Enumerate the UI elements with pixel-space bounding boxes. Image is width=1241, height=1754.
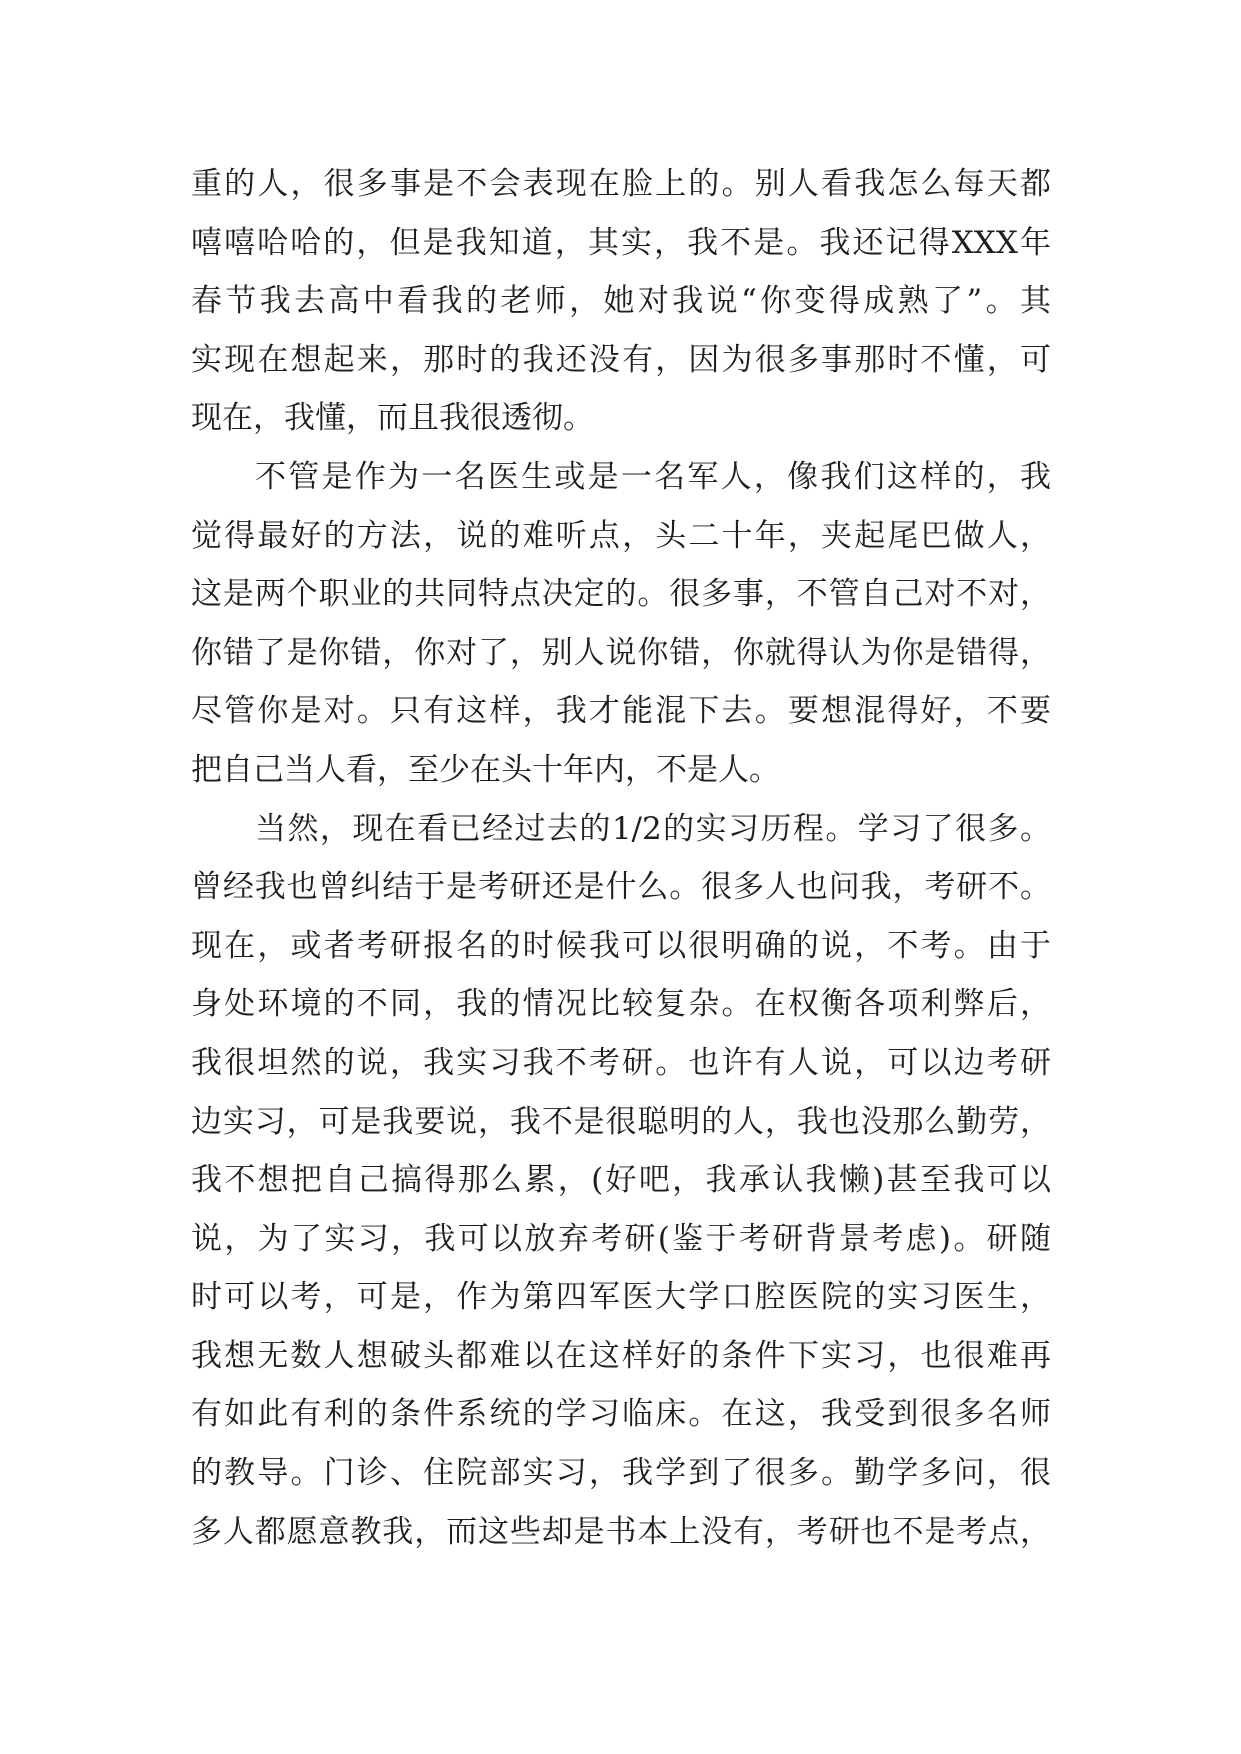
body-text bbox=[191, 155, 1051, 1561]
text-line: 春节我去高中看我的老师，她对我说“你变得成熟了”。其 bbox=[191, 283, 1051, 320]
text-line: 有如此有利的条件系统的学习临床。在这，我受到很多名师 bbox=[191, 1396, 1051, 1433]
text-line: 把自己当人看，至少在头十年内，不是人。 bbox=[191, 751, 780, 788]
text-line: 这是两个职业的共同特点决定的。很多事，不管自己对不对， bbox=[191, 576, 1051, 613]
text-line: 边实习，可是我要说，我不是很聪明的人，我也没那么勤劳， bbox=[191, 1103, 1051, 1140]
text-line: 我很坦然的说，我实习我不考研。也许有人说，可以边考研 bbox=[191, 1044, 1051, 1081]
text-line: 的教导。门诊、住院部实习，我学到了很多。勤学多问，很 bbox=[191, 1455, 1051, 1492]
text-line: 身处环境的不同，我的情况比较复杂。在权衡各项利弊后， bbox=[191, 986, 1051, 1023]
text-line: 时可以考，可是，作为第四军医大学口腔医院的实习医生， bbox=[191, 1279, 1051, 1316]
text-line: 现在，我懂，而且我很透彻。 bbox=[191, 400, 594, 437]
text-line: 多人都愿意教我，而这些却是书本上没有，考研也不是考点， bbox=[191, 1513, 1051, 1550]
text-line: 我想无数人想破头都难以在这样好的条件下实习，也很难再 bbox=[191, 1337, 1051, 1374]
text-line: 曾经我也曾纠结于是考研还是什么。很多人也问我，考研不。 bbox=[191, 869, 1051, 906]
text-line: 我不想把自己搞得那么累，(好吧，我承认我懒)甚至我可以 bbox=[191, 1162, 1051, 1199]
paragraph-first-line: 不管是作为一名医生或是一名军人，像我们这样的，我 bbox=[255, 458, 1051, 495]
text-line: 重的人，很多事是不会表现在脸上的。别人看我怎么每天都 bbox=[191, 166, 1051, 202]
text-line: 尽管你是对。只有这样，我才能混下去。要想混得好，不要 bbox=[191, 693, 1051, 730]
text-line: 嘻嘻哈哈的，但是我知道，其实，我不是。我还记得XXX年 bbox=[191, 224, 1051, 261]
text-line: 现在，或者考研报名的时候我可以很明确的说，不考。由于 bbox=[191, 927, 1051, 964]
text-line: 你错了是你错，你对了，别人说你错，你就得认为你是错得， bbox=[191, 634, 1051, 671]
text-line: 说，为了实习，我可以放弃考研(鉴于考研背景考虑)。研随 bbox=[191, 1220, 1051, 1257]
text-line: 实现在想起来，那时的我还没有，因为很多事那时不懂，可 bbox=[191, 341, 1051, 378]
text-line: 觉得最好的方法，说的难听点，头二十年，夹起尾巴做人， bbox=[191, 517, 1051, 554]
paragraph-first-line: 当然，现在看已经过去的1/2的实习历程。学习了很多。 bbox=[255, 810, 1051, 847]
